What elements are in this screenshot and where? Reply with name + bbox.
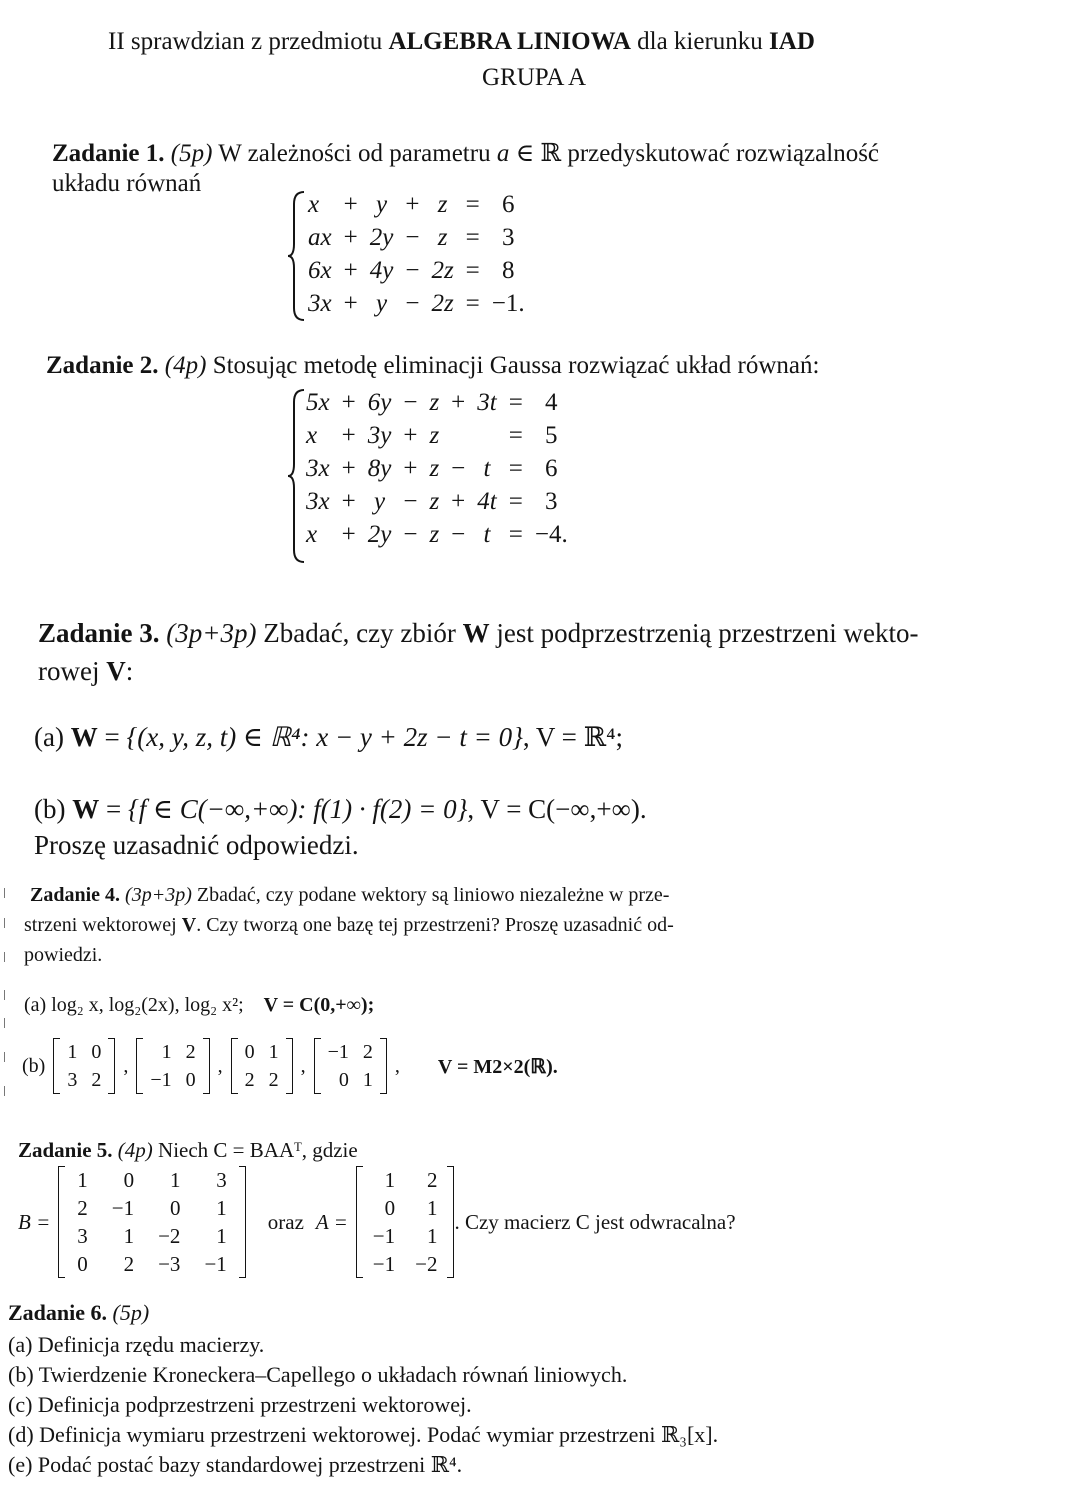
task1-label: Zadanie 1. <box>52 140 165 167</box>
matrix-row <box>143 1066 202 1094</box>
matrix-body <box>65 1166 239 1278</box>
task3-b-set: {f ∈ C(−∞,+∞): f(1) · f(2) = 0} <box>127 794 468 824</box>
equation-term: 3y <box>367 421 392 449</box>
matrix-cell: 1 <box>268 1040 279 1063</box>
equation-operator: + <box>403 454 418 482</box>
task6-heading <box>8 1300 149 1326</box>
equation-row <box>300 518 574 551</box>
equation-rhs: −1. <box>491 289 525 317</box>
margin-mark <box>4 990 5 1000</box>
equation-operator: − <box>403 487 418 515</box>
task3-colon: : <box>125 656 134 686</box>
task2-points: (4p) <box>164 352 207 379</box>
equation-rhs: 4 <box>545 388 558 416</box>
equation-term: t <box>483 520 491 548</box>
matrix-row <box>60 1066 108 1094</box>
oraz-text: oraz <box>267 1209 304 1234</box>
task4-label: Zadanie 4. <box>30 884 121 906</box>
task3-line2 <box>38 656 133 687</box>
group-label: GRUPA A <box>482 64 586 91</box>
task4-a-space: V = C(0,+∞); <box>263 994 375 1016</box>
equation-term: z <box>429 454 440 482</box>
equation-term: 6x <box>308 256 332 284</box>
matrix-row <box>363 1166 448 1194</box>
task6-points: (5p) <box>112 1300 150 1325</box>
equation-rhs: 8 <box>501 256 515 284</box>
task1-text-3: układu równań <box>52 170 202 197</box>
matrix-cell: 2 <box>185 1040 196 1063</box>
matrix-cell: 0 <box>169 1195 181 1220</box>
equation-operator: = <box>465 289 480 317</box>
task3-part-b: (b) W = {f ∈ C(−∞,+∞): f(1) · f(2) = 0}, V = C(−∞,+∞). <box>34 794 647 824</box>
matrix-cell: 2 <box>77 1195 88 1220</box>
equation-operator: + <box>451 487 466 515</box>
matrix-row <box>363 1250 448 1278</box>
equation-operator: + <box>341 520 356 548</box>
matrix-cell: −2 <box>415 1251 438 1276</box>
matrix-cell: 2 <box>123 1251 135 1276</box>
task3-points: (3p+3p) <box>166 618 257 648</box>
task3-text-3: rowej <box>38 656 107 686</box>
task6-item: (b) Twierdzenie Kroneckera–Capellego o układach równań liniowych. <box>8 1362 628 1387</box>
task6-item: (a) Definicja rzędu macierzy. <box>8 1332 265 1357</box>
equation-operator: − <box>403 388 418 416</box>
equation-operator: = <box>465 256 480 284</box>
matrix-cell: 0 <box>338 1068 349 1091</box>
matrix-cell: 0 <box>384 1195 396 1220</box>
matrix-cell: 3 <box>67 1068 78 1091</box>
matrix-A <box>356 1166 455 1278</box>
equation-rhs: 6 <box>501 190 515 218</box>
separator: , <box>300 1054 306 1077</box>
matrix-cell: 1 <box>426 1195 438 1220</box>
equation-operator: − <box>451 454 466 482</box>
separator: , <box>394 1054 400 1077</box>
margin-mark <box>4 1052 5 1062</box>
task6-item: (d) Definicja wymiaru przestrzeni wektorowej. Podać wymiar przestrzeni ℝ₃[x]. <box>8 1422 719 1447</box>
equation-term: x <box>306 520 318 548</box>
matrix-cell: 1 <box>384 1167 396 1192</box>
matrix-row <box>65 1166 239 1194</box>
margin-mark <box>4 1018 5 1028</box>
matrix-cell: −1 <box>150 1068 172 1091</box>
matrix-row <box>238 1038 286 1066</box>
task4-text-3: . Czy tworzą one bazę tej przestrzeni? Proszę uzasadnić od- <box>196 914 674 936</box>
matrix-body <box>363 1166 448 1278</box>
matrix-row <box>65 1222 239 1250</box>
matrix-body <box>321 1038 380 1094</box>
matrix-row <box>238 1066 286 1094</box>
matrix-cell: 3 <box>216 1167 227 1192</box>
equation-rhs: 6 <box>545 454 558 482</box>
subject-name: ALGEBRA LINIOWA <box>388 28 631 55</box>
task1-text: W zależności od parametru <box>212 140 497 167</box>
equation-term: 6y <box>367 388 392 416</box>
matrix-cell: 1 <box>161 1040 172 1063</box>
equation-term: 2y <box>367 520 392 548</box>
equation-operator: − <box>405 223 420 251</box>
equation-operator: + <box>341 487 356 515</box>
task3-label: Zadanie 3. <box>38 618 160 648</box>
task3-part-a: (a) W = {(x, y, z, t) ∈ ℝ⁴: x − y + 2z − t = 0}, V = ℝ⁴; <box>34 722 623 752</box>
matrix-cell: 1 <box>216 1195 227 1220</box>
margin-mark <box>4 952 5 962</box>
equation-operator: + <box>343 190 358 218</box>
equation-operator <box>471 419 502 452</box>
task1-heading <box>52 138 879 168</box>
exam-title <box>108 28 815 56</box>
matrix <box>53 1038 115 1094</box>
equation-rhs: 3 <box>545 487 558 515</box>
matrix-cell: 1 <box>169 1167 181 1192</box>
matrix-B-label: B = <box>18 1209 51 1234</box>
matrix <box>314 1038 387 1094</box>
matrix-cell: −2 <box>158 1223 181 1248</box>
task3-b-space: V = C(−∞,+∞). <box>480 794 647 824</box>
matrix <box>136 1038 209 1094</box>
equation-operator: + <box>341 421 356 449</box>
equation-operator: + <box>403 421 418 449</box>
task2-equation-system <box>300 386 574 551</box>
task3-set-W: W <box>462 618 490 648</box>
equation-term: z <box>437 190 448 218</box>
equation-row <box>300 452 574 485</box>
equation-operator: = <box>465 190 480 218</box>
task6-item: (e) Podać postać bazy standardowej przestrzeni ℝ⁴. <box>8 1452 463 1477</box>
task1-param: a <box>496 140 510 167</box>
equation-term: 8y <box>367 454 392 482</box>
task3-text: Zbadać, czy zbiór <box>256 618 463 648</box>
equation-operator: − <box>451 520 466 548</box>
equation-rhs: 3 <box>501 223 515 251</box>
matrix-cell: 0 <box>244 1040 255 1063</box>
equation-term: 3x <box>308 289 332 317</box>
matrix-row <box>65 1194 239 1222</box>
task6-label: Zadanie 6. <box>8 1300 108 1325</box>
equation-rhs: −4. <box>534 520 568 548</box>
equation-operator: − <box>405 289 420 317</box>
matrix-cell: −1 <box>204 1251 227 1276</box>
equation-operator: + <box>343 289 358 317</box>
task5-question: . Czy macierz C jest odwracalna? <box>454 1209 736 1234</box>
title-prefix: II sprawdzian z przedmiotu <box>108 28 389 55</box>
task4-text-2: strzeni wektorowej <box>24 914 182 936</box>
task4-part-a <box>24 994 374 1017</box>
task2-text: Stosując metodę eliminacji Gaussa rozwiązać układ równań: <box>206 352 820 379</box>
equation-term: 5x <box>306 388 330 416</box>
equation-term: ax <box>308 223 332 251</box>
task4-line2 <box>24 914 674 937</box>
equation-operator: = <box>508 454 523 482</box>
matrix-cell: 2 <box>362 1040 373 1063</box>
task6-item: (c) Definicja podprzestrzeni przestrzeni wektorowej. <box>8 1392 472 1417</box>
equation-operator: = <box>508 520 523 548</box>
equation-rhs: 5 <box>545 421 558 449</box>
task1-equation-system <box>302 188 531 320</box>
task3-heading <box>38 618 918 649</box>
task5-matrices <box>18 1166 736 1278</box>
equation-operator <box>445 419 471 452</box>
equation-operator: + <box>451 388 466 416</box>
matrix-cell: 1 <box>67 1040 78 1063</box>
equation-operator: − <box>403 520 418 548</box>
equation-operator: + <box>341 454 356 482</box>
equation-operator: + <box>341 388 356 416</box>
margin-mark <box>4 1086 5 1096</box>
matrix-cell: 1 <box>123 1223 135 1248</box>
task3-a-set: {(x, y, z, t) ∈ ℝ⁴: x − y + 2z − t = 0} <box>126 722 523 752</box>
margin-mark <box>4 888 5 898</box>
task4-line3: powiedzi. <box>24 944 103 966</box>
equation-row <box>302 254 531 287</box>
separator: , <box>217 1054 223 1077</box>
equation-operator: + <box>343 223 358 251</box>
task4-a-label: (a) <box>24 994 52 1016</box>
task5-label: Zadanie 5. <box>18 1138 113 1162</box>
equation-term: t <box>483 454 491 482</box>
task3-a-space: V = ℝ⁴; <box>535 722 623 752</box>
separator: , <box>123 1054 129 1077</box>
matrix-row <box>60 1038 108 1066</box>
task4-b-space: V = M2×2(ℝ). <box>437 1055 558 1078</box>
program-name: IAD <box>769 28 815 55</box>
equation-operator: = <box>465 223 480 251</box>
matrix-row <box>143 1038 202 1066</box>
equation-term: z <box>429 421 440 449</box>
matrix-body <box>238 1038 286 1094</box>
equation-term: z <box>429 388 440 416</box>
task4-text: Zbadać, czy podane wektory są liniowo niezależne w prze- <box>191 884 670 906</box>
task2-heading <box>46 352 819 380</box>
equation-operator: + <box>343 256 358 284</box>
equation-term: z <box>429 520 440 548</box>
equation-operator: + <box>405 190 420 218</box>
matrix-cell: 2 <box>268 1068 279 1091</box>
matrix-row <box>321 1038 380 1066</box>
equation-row <box>300 419 574 452</box>
matrix-A-label: A = <box>315 1209 348 1234</box>
matrix-row <box>65 1250 239 1278</box>
equation-row <box>300 386 574 419</box>
matrix-cell: −1 <box>327 1040 349 1063</box>
matrix-B <box>58 1166 246 1278</box>
task5-points: (4p) <box>117 1138 153 1162</box>
matrix-cell: 0 <box>185 1068 196 1091</box>
task4-points: (3p+3p) <box>125 884 192 906</box>
matrix-cell: −3 <box>158 1251 181 1276</box>
equation-term: 4y <box>369 256 394 284</box>
equation-row <box>302 188 531 221</box>
matrix-cell: 2 <box>426 1167 438 1192</box>
matrix <box>231 1038 293 1094</box>
task1-text-2: ∈ ℝ przedyskutować rozwiązalność <box>509 140 880 167</box>
equation-row <box>302 221 531 254</box>
matrix-cell: 1 <box>77 1167 88 1192</box>
title-mid: dla kierunku <box>630 28 770 55</box>
equation-term: 2z <box>431 289 454 317</box>
equation-operator: = <box>508 487 523 515</box>
matrix-cell: 3 <box>77 1223 88 1248</box>
task3-space-V: V <box>106 656 126 686</box>
task3-text-2: jest podprzestrzenią przestrzeni wekto- <box>489 618 919 648</box>
matrix-row <box>363 1194 448 1222</box>
matrix-cell: −1 <box>111 1195 135 1220</box>
equation-term: x <box>306 421 318 449</box>
matrix-cell: 2 <box>244 1068 255 1091</box>
task4-a-functions: log₂ x, log₂(2x), log₂ x²; <box>51 994 244 1016</box>
task3-a-label: (a) <box>34 722 71 752</box>
task1-points: (5p) <box>170 140 213 167</box>
task4-space-V: V <box>181 914 197 936</box>
task5-heading <box>18 1138 358 1163</box>
matrix-cell: 1 <box>362 1068 373 1091</box>
equation-term: y <box>375 289 388 317</box>
matrix-body <box>143 1038 202 1094</box>
equation-row <box>302 287 531 320</box>
matrix-row <box>321 1066 380 1094</box>
matrix-cell: 1 <box>216 1223 227 1248</box>
equation-operator: − <box>405 256 420 284</box>
matrix-cell: 0 <box>77 1251 88 1276</box>
equation-term: 4t <box>477 487 497 515</box>
margin-mark <box>4 918 5 928</box>
task3-b-label: (b) <box>34 794 73 824</box>
matrix-cell: 1 <box>426 1223 438 1248</box>
matrix-body <box>60 1038 108 1094</box>
task4-part-b <box>22 1038 558 1094</box>
equation-term: 3x <box>306 487 330 515</box>
equation-term: y <box>375 190 388 218</box>
equation-term: y <box>373 487 386 515</box>
equation-row <box>300 485 574 518</box>
task4-heading <box>30 884 669 907</box>
equation-operator: = <box>508 421 523 449</box>
equation-term: 3t <box>477 388 497 416</box>
equation-term: 2y <box>369 223 394 251</box>
task3-justify: Proszę uzasadnić odpowiedzi. <box>34 830 359 860</box>
task2-label: Zadanie 2. <box>46 352 159 379</box>
task4-b-label: (b) <box>22 1054 46 1077</box>
matrix-cell: −1 <box>372 1223 396 1248</box>
matrix-cell: 0 <box>91 1040 102 1063</box>
equation-operator: = <box>508 388 523 416</box>
task6-list <box>8 1330 718 1480</box>
matrix-cell: 0 <box>123 1167 135 1192</box>
equation-term: x <box>308 190 320 218</box>
task5-text: Niech C = BAAᵀ, gdzie <box>152 1138 358 1162</box>
matrix-cell: 2 <box>91 1068 102 1091</box>
equation-term: 3x <box>306 454 330 482</box>
matrix-cell: −1 <box>372 1251 396 1276</box>
equation-term: z <box>437 223 448 251</box>
equation-term: z <box>429 487 440 515</box>
equation-term: 2z <box>431 256 454 284</box>
matrix-row <box>363 1222 448 1250</box>
